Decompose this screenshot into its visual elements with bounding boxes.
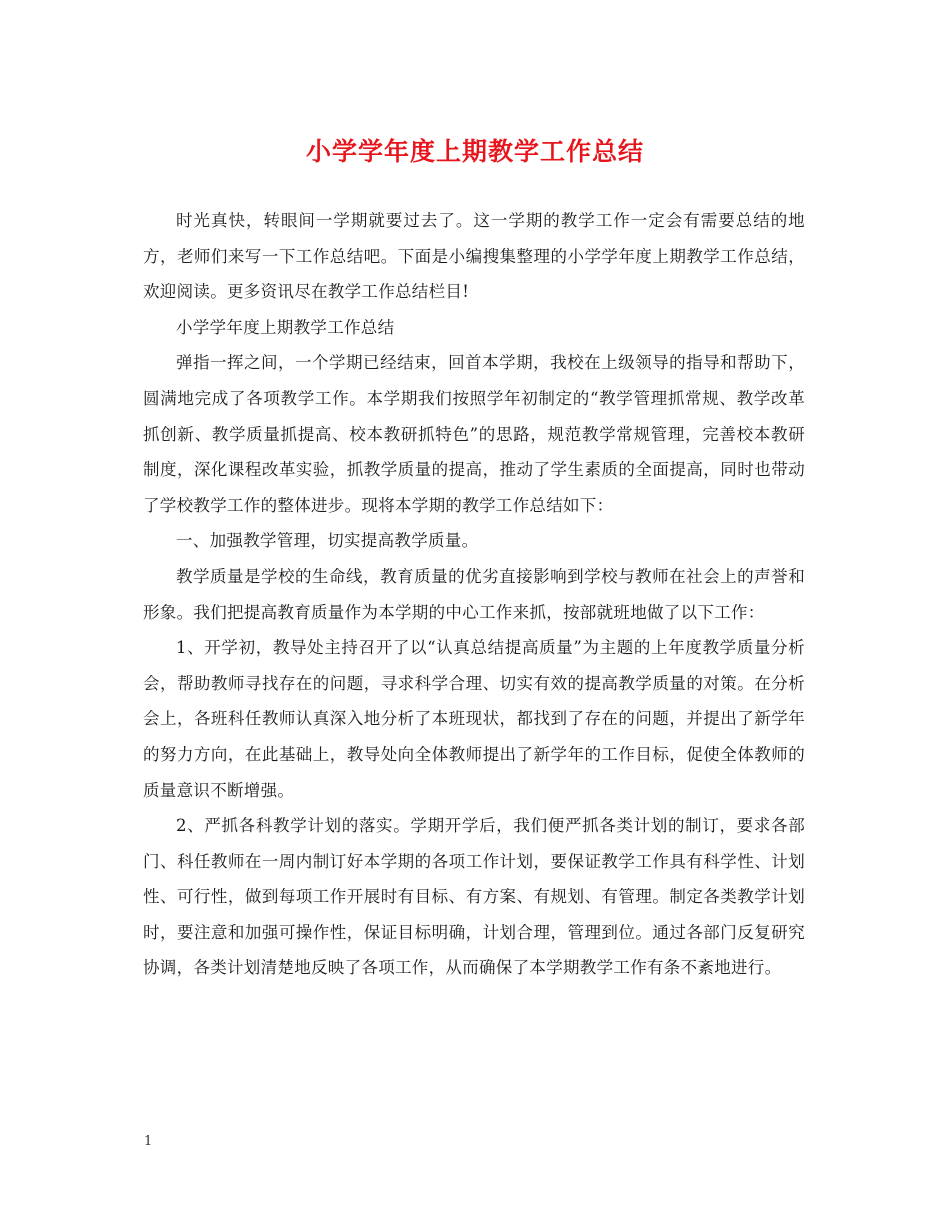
section-heading-1: 一、加强教学管理，切实提高教学质量。 — [176, 531, 479, 551]
document-title: 小学学年度上期教学工作总结 — [305, 137, 644, 166]
section-1-paragraph: 教学质量是学校的生命线，教育质量的优劣直接影响到学校与教师在社会上的声誉和形象。我们把提高教育质量作为本学期的中心工作来抓，按部就班地做了以下工作： — [143, 566, 805, 622]
document-body — [143, 203, 805, 986]
page-number: 1 — [144, 1134, 153, 1149]
subtitle-paragraph: 小学学年度上期教学工作总结 — [176, 317, 395, 337]
overview-paragraph: 弹指一挥之间，一个学期已经结束，回首本学期，我校在上级领导的指导和帮助下，圆满地完成了各项教学工作。本学期我们按照学年初制定的“教学管理抓常规、教学改革抓创新、教学质量抓提高、校本教研抓特色”的思路，规范教学常规管理，完善校本教研制度，深化课程改革实验，抓教学质量的提高，推动了学生素质的全面提高，同时也带动了学校教学工作的整体进步。现将本学期的教学工作总结如下： — [143, 353, 805, 515]
item-1-paragraph: 1、开学初，教导处主持召开了以“认真总结提高质量”为主题的上年度教学质量分析会，帮助教师寻找存在的问题，寻求科学合理、切实有效的提高教学质量的对策。在分析会上，各班科任教师认真深入地分析了本班现状，都找到了存在的问题，并提出了新学年的努力方向，在此基础上，教导处向全体教师提出了新学年的工作目标，促使全体教师的质量意识不断增强。 — [143, 638, 805, 800]
intro-paragraph: 时光真快，转眼间一学期就要过去了。这一学期的教学工作一定会有需要总结的地方，老师们来写一下工作总结吧。下面是小编搜集整理的小学学年度上期教学工作总结，欢迎阅读。更多资讯尽在教学工作总结栏目! — [143, 211, 805, 302]
item-2-paragraph: 2、严抓各科教学计划的落实。学期开学后，我们便严抓各类计划的制订，要求各部门、科任教师在一周内制订好本学期的各项工作计划，要保证教学工作具有科学性、计划性、可行性，做到每项工作开展时有目标、有方案、有规划、有管理。制定各类教学计划时，要注意和加强可操作性，保证目标明确，计划合理，管理到位。通过各部门反复研究协调，各类计划清楚地反映了各项工作，从而确保了本学期教学工作有条不紊地进行。 — [143, 816, 805, 978]
